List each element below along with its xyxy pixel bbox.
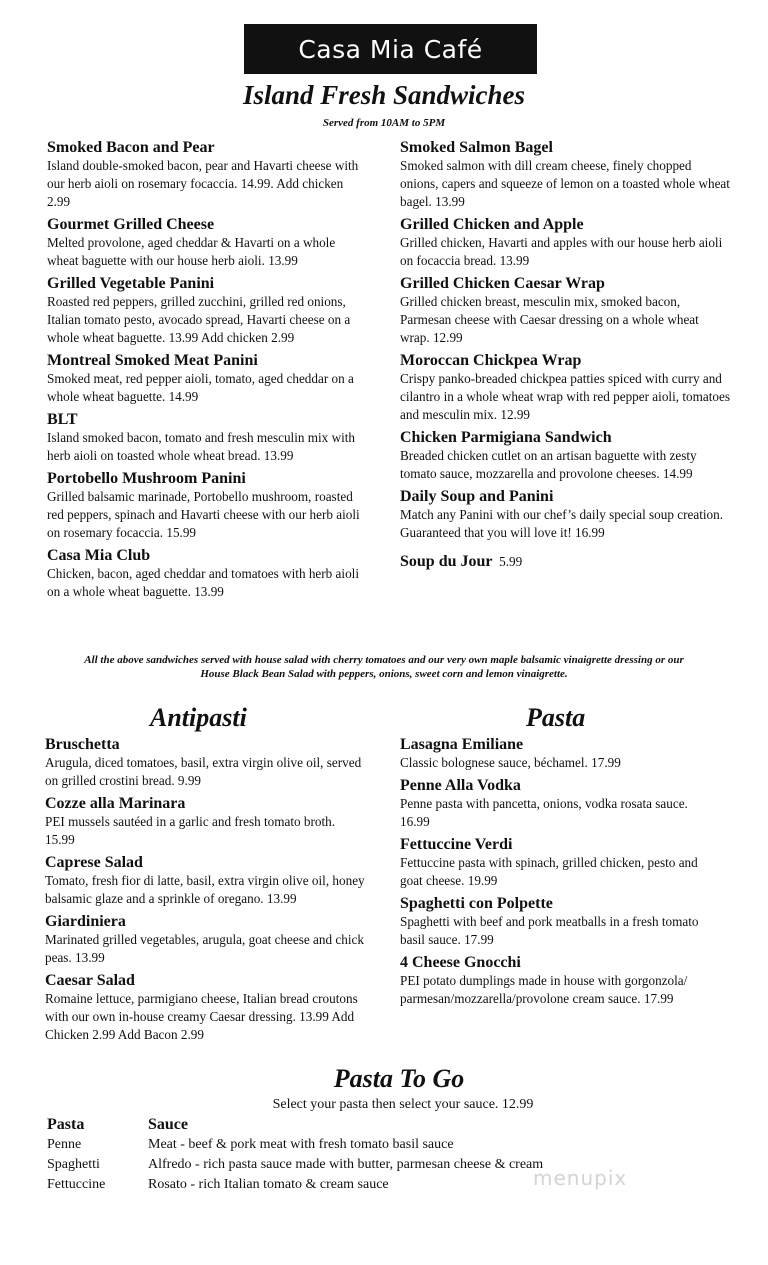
item-desc: Tomato, fresh fior di latte, basil, extra virgin olive oil, honey balsamic glaze and a sprinkle of oregano. 13.99 <box>45 873 365 906</box>
pasta-cell: Spaghetti <box>47 1157 100 1172</box>
item-name: Montreal Smoked Meat Panini <box>47 352 258 369</box>
cafe-logo-text: Casa Mia Café <box>298 34 483 64</box>
item-price: 5.99 <box>499 554 523 569</box>
pasta-cell: Fettuccine <box>47 1177 106 1192</box>
menu-item <box>45 735 365 790</box>
item-name: Smoked Salmon Bagel <box>400 139 553 156</box>
menu-item <box>400 274 730 347</box>
menu-item <box>400 487 730 542</box>
item-desc: Penne pasta with pancetta, onions, vodka rosata sauce. 16.99 <box>400 796 688 829</box>
sauce-cell: Meat - beef & pork meat with fresh tomato basil sauce <box>148 1137 454 1152</box>
menu-item <box>45 853 365 908</box>
menupix-watermark: menupix <box>533 1166 628 1190</box>
table-row <box>47 1135 543 1155</box>
item-name: Portobello Mushroom Panini <box>47 470 246 487</box>
item-name: Chicken Parmigiana Sandwich <box>400 429 612 446</box>
menu-item <box>400 428 730 483</box>
sandwich-sides-note: All the above sandwiches served with house salad with cherry tomatoes and our very own maple balsamic vinaigrette dressing or our House Black Bean Salad with peppers, onions, sweet corn and lemon vinaigrette. <box>84 654 684 680</box>
item-name: Caesar Salad <box>45 972 135 989</box>
pasta-to-go-title: Pasta To Go <box>333 1064 465 1093</box>
item-desc: Breaded chicken cutlet on an artisan baguette with zesty tomato sauce, mozzarella and provolone cheeses. 14.99 <box>400 448 697 481</box>
item-name: Casa Mia Club <box>47 547 151 564</box>
pasta-cell: Penne <box>47 1137 82 1152</box>
item-desc: Chicken, bacon, aged cheddar and tomatoes with herb aioli on a whole wheat baguette. 13.99 <box>47 566 359 599</box>
item-desc: Crispy panko-breaded chickpea patties spiced with curry and cilantro in a whole wheat wrap with red pepper aioli, tomatoes and mesculin mix. 12.99 <box>400 371 730 422</box>
menu-item <box>45 794 365 849</box>
menu-item <box>400 138 730 211</box>
item-name: Moroccan Chickpea Wrap <box>400 352 582 369</box>
item-name: Giardiniera <box>45 913 126 930</box>
antipasti-column <box>45 735 365 1048</box>
menu-item <box>400 735 720 772</box>
menu-item <box>400 953 720 1008</box>
item-desc: PEI mussels sautéed in a garlic and fresh tomato broth. 15.99 <box>45 814 336 847</box>
item-desc: Spaghetti with beef and pork meatballs in a fresh tomato basil sauce. 17.99 <box>400 914 699 947</box>
pasta-to-go-subtitle: Select your pasta then select your sauce. 12.99 <box>272 1097 534 1112</box>
sauce-cell: Alfredo - rich pasta sauce made with butter, parmesan cheese & cream <box>148 1157 544 1172</box>
menu-item <box>47 215 365 270</box>
column-header-sauce: Sauce <box>148 1116 188 1133</box>
item-desc: Grilled chicken breast, mesculin mix, smoked bacon, Parmesan cheese with Caesar dressing on a whole wheat wrap. 12.99 <box>400 294 699 345</box>
menu-item <box>47 546 365 601</box>
pasta-column <box>400 735 720 1012</box>
item-desc: Island double-smoked bacon, pear and Havarti cheese with our herb aioli on rosemary focaccia. 14.99. Add chicken 2.99 <box>47 158 359 209</box>
menu-item <box>400 776 720 831</box>
menu-item <box>47 274 365 347</box>
soup-du-jour <box>400 552 730 571</box>
item-desc: Arugula, diced tomatoes, basil, extra virgin olive oil, served on grilled crostini bread. 9.99 <box>45 755 362 788</box>
item-name: Grilled Chicken and Apple <box>400 216 584 233</box>
item-name: Cozze alla Marinara <box>45 795 186 812</box>
menu-item <box>400 835 720 890</box>
menu-item <box>47 138 365 211</box>
menu-item <box>45 912 365 967</box>
item-desc: Smoked salmon with dill cream cheese, finely chopped onions, capers and squeeze of lemon on a toasted whole wheat bagel. 13.99 <box>400 158 730 209</box>
item-desc: Melted provolone, aged cheddar & Havarti on a whole wheat baguette with our house herb aioli. 13.99 <box>47 235 336 268</box>
item-name: Soup du Jour <box>400 553 493 570</box>
pasta-to-go-table <box>47 1114 543 1195</box>
item-name: Caprese Salad <box>45 854 143 871</box>
menu-item <box>47 410 365 465</box>
pasta-title: Pasta <box>526 703 586 732</box>
item-desc: Island smoked bacon, tomato and fresh mesculin mix with herb aioli on toasted whole wheat bread. 13.99 <box>47 430 356 463</box>
sandwiches-right-column <box>400 138 730 575</box>
item-desc: Classic bolognese sauce, béchamel. 17.99 <box>400 755 621 770</box>
table-row <box>47 1155 543 1175</box>
sandwiches-title: Island Fresh Sandwiches <box>242 80 526 110</box>
column-header-pasta: Pasta <box>47 1116 85 1133</box>
item-name: Lasagna Emiliane <box>400 736 524 753</box>
menu-item <box>47 351 365 406</box>
table-header-row <box>47 1114 543 1135</box>
menu-item <box>47 469 365 542</box>
item-name: Gourmet Grilled Cheese <box>47 216 215 233</box>
menu-item <box>400 351 730 424</box>
item-desc: Romaine lettuce, parmigiano cheese, Italian bread croutons with our own in-house creamy Caesar dressing. 13.99 Add Chicken 2.99 Add Bacon 2.99 <box>45 991 358 1042</box>
menu-item <box>400 894 720 949</box>
item-desc: Match any Panini with our chef’s daily special soup creation. Guaranteed that you will love it! 16.99 <box>400 507 724 540</box>
item-name: Bruschetta <box>45 736 120 753</box>
item-desc: Smoked meat, red pepper aioli, tomato, aged cheddar on a whole wheat baguette. 14.99 <box>47 371 354 404</box>
served-hours: Served from 10AM to 5PM <box>322 117 446 129</box>
sandwiches-left-column <box>47 138 365 605</box>
sauce-cell: Rosato - rich Italian tomato & cream sauce <box>148 1177 389 1192</box>
item-name: Daily Soup and Panini <box>400 488 554 505</box>
item-desc: PEI potato dumplings made in house with gorgonzola/ parmesan/mozzarella/provolone cream sauce. 17.99 <box>400 973 688 1006</box>
antipasti-title: Antipasti <box>150 703 247 732</box>
cafe-logo <box>244 24 537 74</box>
item-name: Smoked Bacon and Pear <box>47 139 215 156</box>
item-desc: Fettuccine pasta with spinach, grilled chicken, pesto and goat cheese. 19.99 <box>400 855 698 888</box>
item-name: Penne Alla Vodka <box>400 777 521 794</box>
item-name: Spaghetti con Polpette <box>400 895 553 912</box>
menu-item <box>45 971 365 1044</box>
menu-item <box>400 215 730 270</box>
table-row <box>47 1175 543 1195</box>
item-name: Fettuccine Verdi <box>400 836 513 853</box>
item-desc: Roasted red peppers, grilled zucchini, grilled red onions, Italian tomato pesto, avocado spread, Havarti cheese on a whole wheat baguette. 13.99 Add chicken 2.99 <box>47 294 351 345</box>
item-desc: Grilled balsamic marinade, Portobello mushroom, roasted red peppers, spinach and Havarti cheese with our herb aioli on rosemary focaccia. 15.99 <box>47 489 360 540</box>
item-name: BLT <box>47 411 78 428</box>
item-desc: Grilled chicken, Havarti and apples with our house herb aioli on focaccia bread. 13.99 <box>400 235 723 268</box>
item-name: Grilled Vegetable Panini <box>47 275 215 292</box>
item-name: 4 Cheese Gnocchi <box>400 954 521 971</box>
item-desc: Marinated grilled vegetables, arugula, goat cheese and chick peas. 13.99 <box>45 932 364 965</box>
item-name: Grilled Chicken Caesar Wrap <box>400 275 605 292</box>
